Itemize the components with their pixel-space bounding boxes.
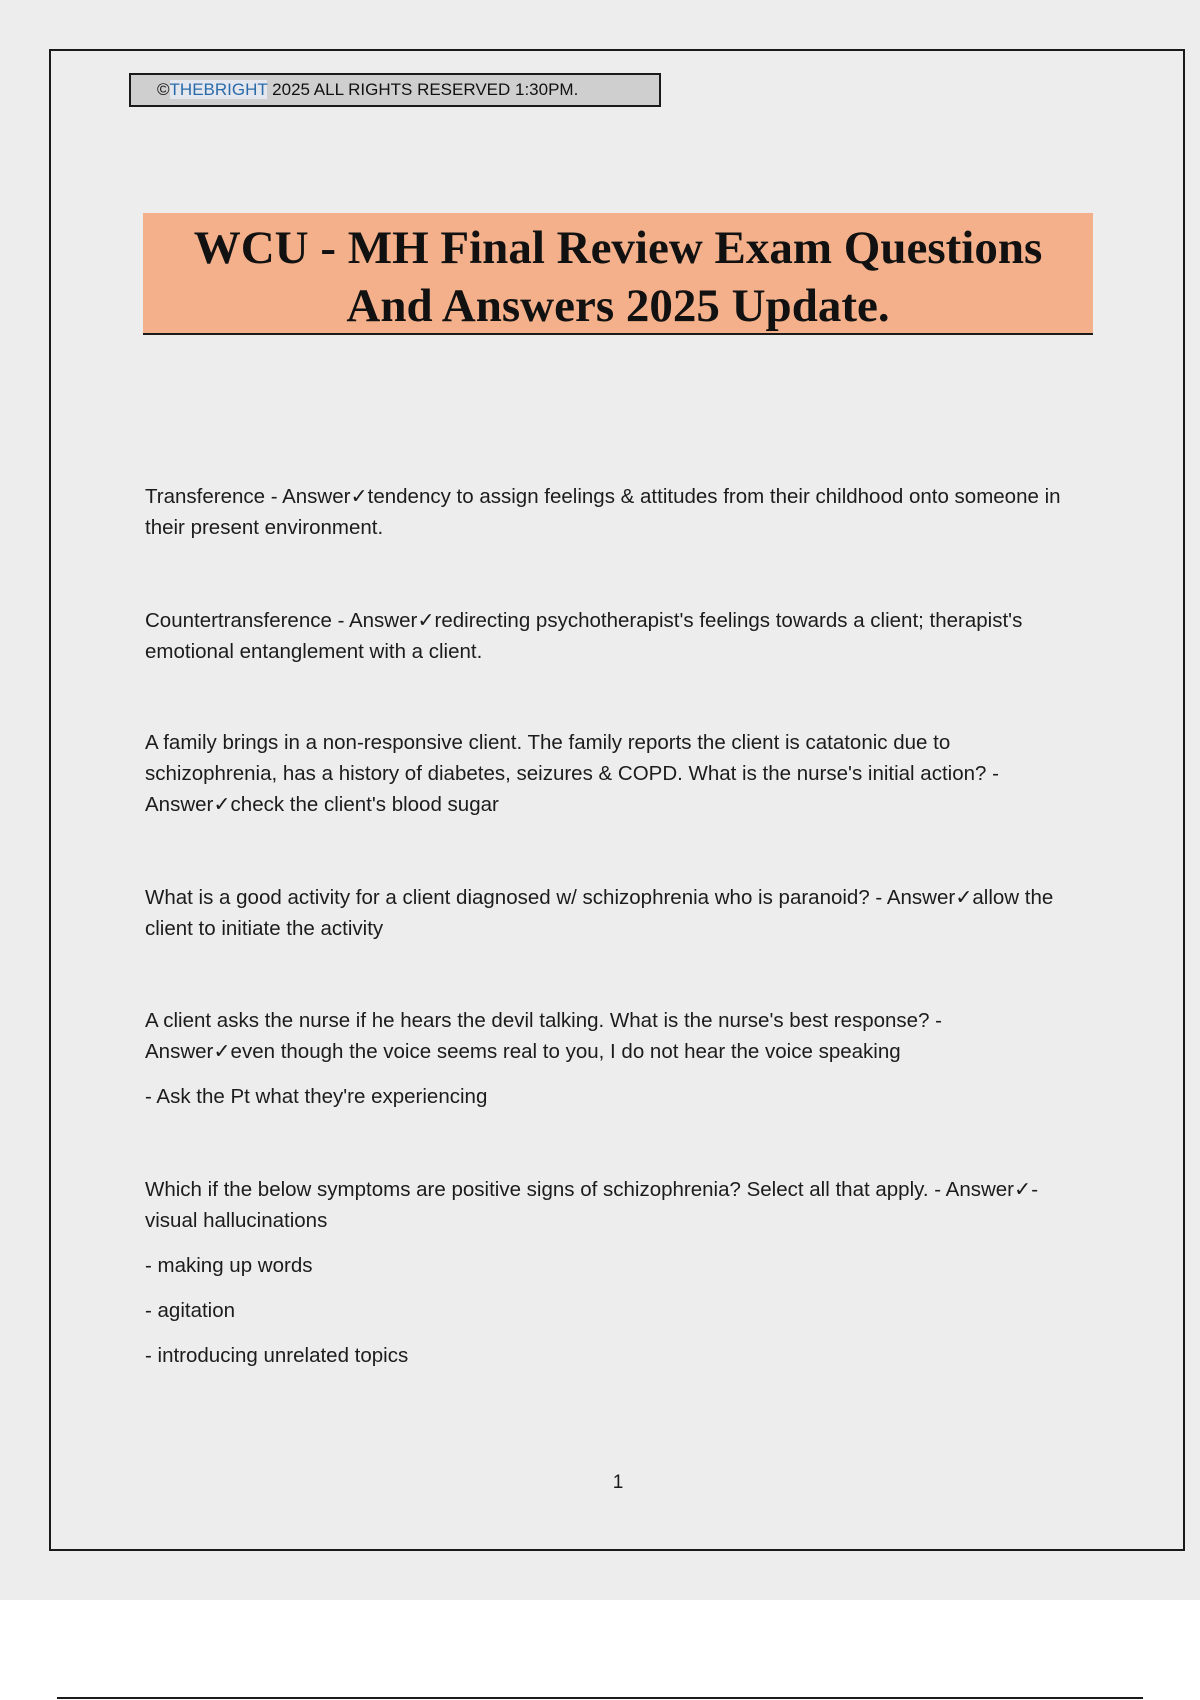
answer-text: - visual hallucinations: [145, 1178, 1039, 1232]
question-text: Transference - Answer: [145, 485, 351, 508]
bottom-divider: [57, 1697, 1143, 1699]
document-title-box: [143, 213, 1093, 335]
qa-item-6: [145, 1174, 1065, 1371]
copyright-banner: [129, 73, 661, 107]
page-number: 1: [612, 1472, 624, 1493]
title-line-1: WCU - MH Final Review Exam Questions: [193, 222, 1043, 274]
qa-item-1: [145, 481, 1065, 543]
copyright-text: 2025 ALL RIGHTS RESERVED 1:30PM.: [267, 80, 579, 99]
title-line-2: And Answers 2025 Update.: [346, 280, 890, 332]
answer-extra-line: - Ask the Pt what they're experiencing: [145, 1085, 488, 1108]
check-icon: ✓: [350, 485, 368, 508]
answer-text: tendency to assign feelings & attitudes from their childhood onto someone in their present environment.: [145, 485, 1061, 539]
brand-name: THEBRIGHT: [169, 80, 268, 99]
check-icon: ✓: [955, 886, 973, 909]
qa-item-3: [145, 727, 1065, 820]
answer-text: redirecting psychotherapist's feelings towards a client; therapist's emotional entanglement with a client.: [145, 609, 1023, 663]
question-text: A family brings in a non-responsive client. The family reports the client is catatonic due to schizophrenia, has a history of diabetes, seizures & COPD. What is the nurse's initial action? - Answer: [145, 731, 999, 816]
answer-extra-line: - agitation: [145, 1299, 236, 1322]
qa-item-5: [145, 1005, 1065, 1112]
qa-item-2: [145, 605, 1065, 667]
answer-text: allow the client to initiate the activity: [145, 886, 1054, 940]
answer-extra-line: - introducing unrelated topics: [145, 1344, 409, 1367]
qa-item-4: [145, 882, 1065, 944]
answer-extra-line: - making up words: [145, 1254, 313, 1277]
question-text: Countertransference - Answer: [145, 609, 418, 632]
document-title: [143, 213, 1093, 335]
copyright-symbol: ©: [157, 80, 170, 99]
answer-text: check the client's blood sugar: [230, 793, 499, 816]
check-icon: ✓: [1014, 1178, 1032, 1201]
answer-text: even though the voice seems real to you, I do not hear the voice speaking: [230, 1040, 901, 1063]
question-text: Which if the below symptoms are positive signs of schizophrenia? Select all that apply. - Answer: [145, 1178, 1014, 1201]
question-text: A client asks the nurse if he hears the devil talking. What is the nurse's best response? - Answer: [145, 1009, 942, 1063]
check-icon: ✓: [213, 793, 231, 816]
check-icon: ✓: [417, 609, 435, 632]
check-icon: ✓: [213, 1040, 231, 1063]
question-text: What is a good activity for a client diagnosed w/ schizophrenia who is paranoid? - Answer: [145, 886, 956, 909]
